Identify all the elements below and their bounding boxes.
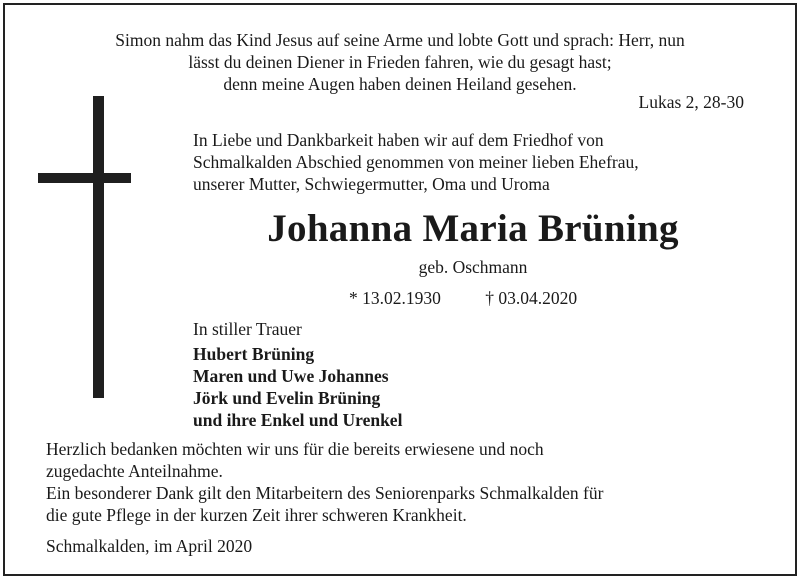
mourner-name: Jörk und Evelin Brüning bbox=[193, 388, 381, 408]
thanks-line: zugedachte Anteilnahme. bbox=[46, 461, 223, 481]
cross-horizontal-beam bbox=[38, 173, 131, 183]
intro-line: In Liebe und Dankbarkeit haben wir auf dem Friedhof von bbox=[193, 130, 604, 150]
mourning-heading: In stiller Trauer bbox=[193, 319, 302, 339]
maiden-name: geb. Oschmann bbox=[418, 257, 528, 277]
mourners-list bbox=[193, 343, 402, 431]
mourner-name: Hubert Brüning bbox=[193, 344, 315, 364]
place-and-date: Schmalkalden, im April 2020 bbox=[46, 536, 253, 556]
mourner-name: Maren und Uwe Johannes bbox=[193, 366, 389, 386]
intro-line: Schmalkalden Abschied genommen von meiner lieben Ehefrau, bbox=[193, 152, 639, 172]
thanks-line: die gute Pflege in der kurzen Zeit ihrer schweren Krankheit. bbox=[46, 505, 467, 525]
birth-date: * 13.02.1930 bbox=[349, 288, 441, 308]
verse-line: lässt du deinen Diener in Frieden fahren, wie du gesagt hast; bbox=[188, 52, 612, 72]
verse-line: denn meine Augen haben deinen Heiland gesehen. bbox=[223, 74, 577, 94]
deceased-name: Johanna Maria Brüning bbox=[267, 207, 679, 250]
thanks-text bbox=[46, 438, 603, 526]
cross-vertical-beam bbox=[93, 96, 104, 398]
verse-line: Simon nahm das Kind Jesus auf seine Arme und lobte Gott und sprach: Herr, nun bbox=[115, 30, 685, 50]
life-dates bbox=[349, 287, 577, 309]
thanks-line: Herzlich bedanken möchten wir uns für die bereits erwiesene und noch bbox=[46, 439, 544, 459]
cross-icon bbox=[38, 96, 131, 398]
mourner-name: und ihre Enkel und Urenkel bbox=[193, 410, 403, 430]
intro-text bbox=[193, 129, 639, 195]
bible-verse bbox=[40, 29, 760, 95]
intro-line: unserer Mutter, Schwiegermutter, Oma und Uroma bbox=[193, 174, 550, 194]
verse-reference: Lukas 2, 28-30 bbox=[638, 92, 744, 112]
death-date: † 03.04.2020 bbox=[485, 288, 578, 308]
thanks-line: Ein besonderer Dank gilt den Mitarbeitern des Seniorenparks Schmalkalden für bbox=[46, 483, 604, 503]
